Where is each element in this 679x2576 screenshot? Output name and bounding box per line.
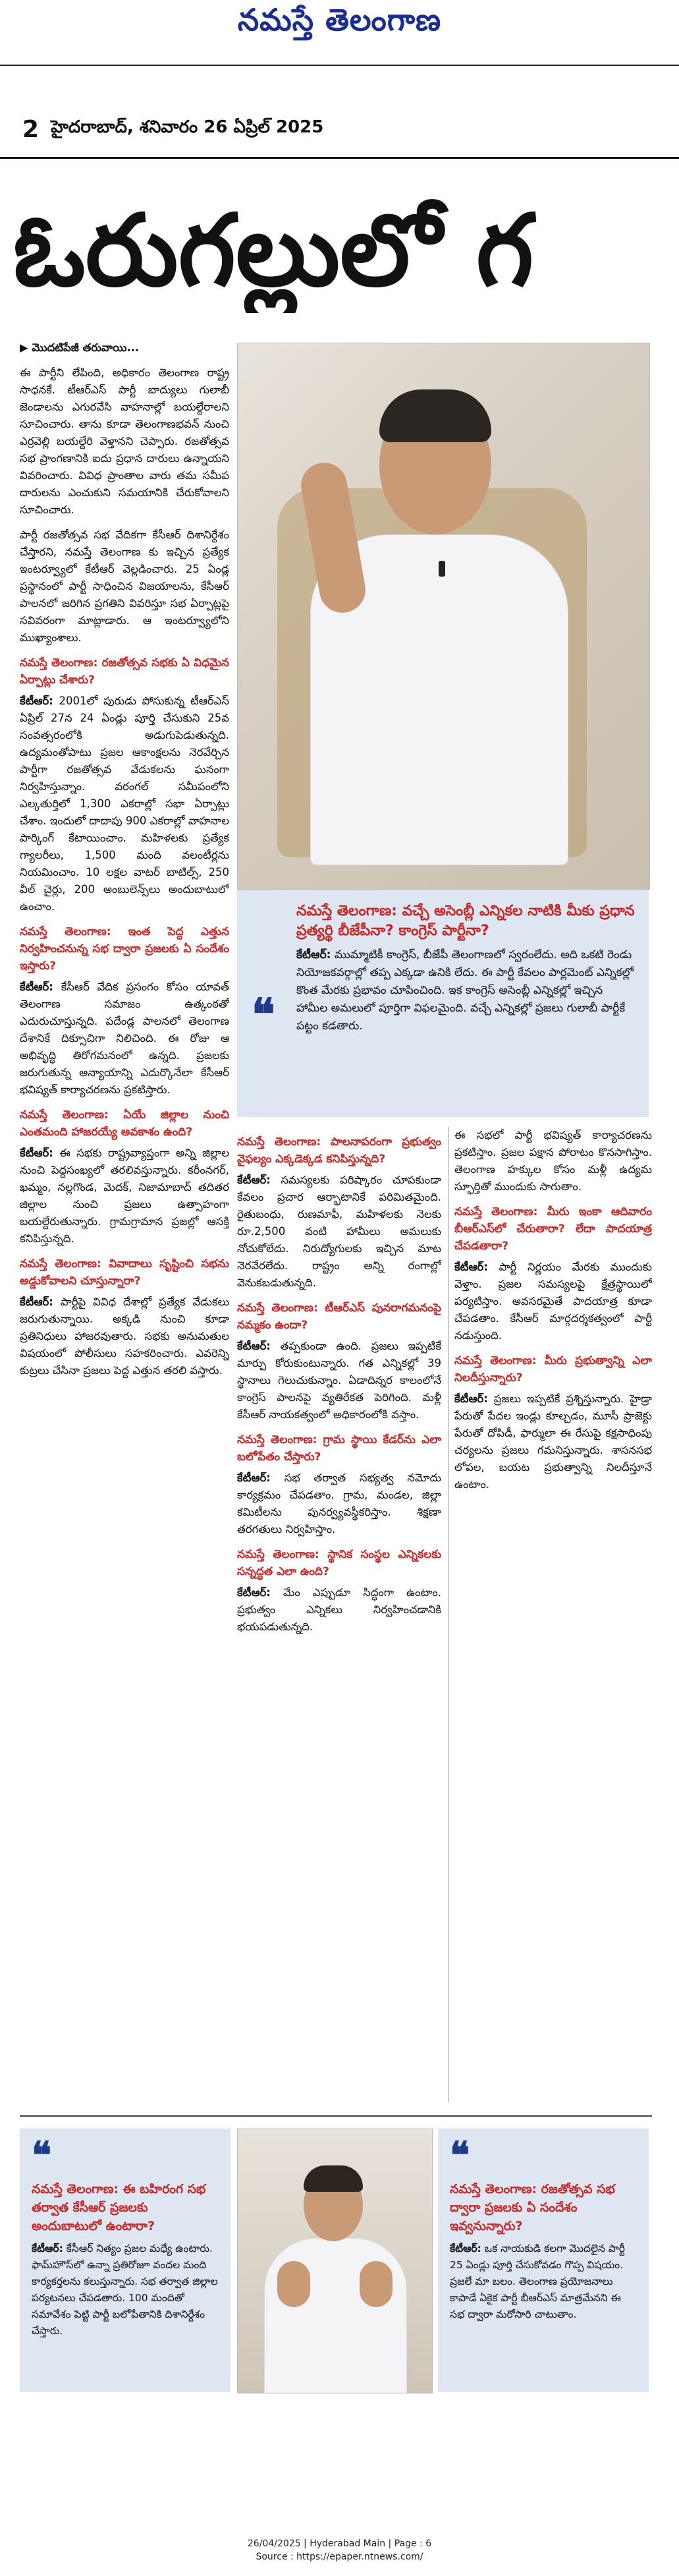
- interview-answer: [20, 693, 229, 915]
- hair-shape: [379, 389, 491, 442]
- page-number: 2: [22, 115, 40, 143]
- article-column-1: [20, 339, 229, 2119]
- interview-question: నమస్తే తెలంగాణ: స్థానిక సంస్థల ఎన్నికలకు సన్నద్ధత ఎలా ఉంది?: [237, 1548, 441, 1578]
- source-footer: [0, 2537, 679, 2563]
- masthead-rule: [0, 65, 679, 66]
- speaker-label: కేటీఆర్:: [450, 2243, 481, 2254]
- answer-text: సభ తర్వాత సభ్యత్వ నమోదు కార్యక్రమం చేపడతాం. గ్రామ, మండల, జిల్లా కమిటీలను పునర్వ్యవస్థీకరిస్తాం. శిక్షణా తరగతులు నిర్వహిస్తాం.: [237, 1472, 441, 1535]
- interview-question: నమస్తే తెలంగాణ: మీరు ప్రభుత్వాన్ని ఎలా నిలదీస్తున్నారు?: [454, 1354, 652, 1385]
- paragraph: ఈ పార్టీని లేపింది, అధికారం తెలంగాణ రాష్ట్ర సాధనకే. టీఆర్ఎస్ పార్టీ బాద్యులు గులాబీ జెండాలను ఎగురవేసి వాహనాల్లో బయల్దేరాలని సూచించారు. తాను కూడా తెలంగాణభవన్ నుంచి ఎర్రవెల్లి బయల్దేరి వెళ్తానని చెప్పారు. రజతోత్సవ సభ ప్రాంగణానికి ఐదు ప్రధాన దారులు ఉన్నాయని వివరించారు. వివిధ ప్రాంతాల వారు తమ సమీప దారులను ఎంచుకుని సమయానికి చేరుకోవాలని సూచించారు.: [20, 366, 229, 516]
- interview-question: నమస్తే తెలంగాణ: గ్రామ స్థాయి కేడర్‌ను ఎలా బలోపేతం చేస్తారు?: [237, 1433, 441, 1464]
- shirt-shape: [264, 2238, 407, 2393]
- speaker-label: కేటీఆర్:: [454, 1261, 488, 1273]
- intro-tag: ▶ మొదటిపేజీ తరువాయి...: [20, 341, 140, 354]
- secondary-photo: [237, 2129, 433, 2393]
- callout-question: నమస్తే తెలంగాణ: రజతోత్సవ సభ ద్వారా ప్రజలకు ఏ సందేశం ఇవ్వనున్నారు?: [450, 2182, 615, 2233]
- source-url[interactable]: Source : https://epaper.ntnews.com/: [256, 2552, 423, 2562]
- paragraph: పార్టీ రజతోత్సవ సభ వేదికగా కేసీఆర్ దిశానిర్దేశం చేస్తారని, నమస్తే తెలంగాణ కు ఇచ్చిన ప్రత్యేక ఇంటర్వ్యూలో కేటీఆర్ వెల్లడించారు. 25 ఏండ్ల ప్రస్థానంలో పార్టీ సాధించిన విజయాలను, కేసీఆర్ పాలనలో జరిగిన ప్రగతిని వివరిస్తూ సభ ఏర్పాట్లపై సవివరంగా మాట్లాడారు. ఆ ఇంటర్వ్యూలోని ముఖ్యాంశాలు.: [20, 529, 229, 644]
- speaker-label: కేటీఆర్:: [237, 1586, 271, 1599]
- interview-question: నమస్తే తెలంగాణ: వివాదాలు సృష్టించి సభను అడ్డుకోవాలని చూస్తున్నారా?: [20, 1257, 229, 1288]
- speaker-label: కేటీఆర్:: [237, 1174, 271, 1186]
- callout-answer: [296, 946, 636, 1035]
- speaker-label: కేటీఆర్:: [454, 1392, 488, 1405]
- answer-text: ముమ్మాటికీ కాంగ్రెస్, బీజేపీ తెలంగాణలో స్వరంలేదు. అది ఒకటి రెండు నియోజకవర్గాల్లో తప్ప ఎక్కడా ఉనికి లేదు. ఈ పార్టీ కేవలం పార్లమెంట్ ఎన్నికల్లో కొంత మేరకు ప్రభావం చూపించింది. ఇక కాంగ్రెస్ అసెంబ్లీ ఎన్నికల్లో ఇచ్చిన హామీల అమలులో పూర్తిగా విఫలమైంది. వచ్చే ఎన్నికల్లో ప్రజలు గులాబీ పార్టీకే పట్టం కడతారు.: [296, 948, 634, 1033]
- answer-text: మేం ఎప్పుడూ సిద్ధంగా ఉంటాం. ప్రభుత్వం ఎన్నికలు నిర్వహించడానికి భయపడుతున్నది.: [237, 1586, 441, 1633]
- speaker-label: కేటీఆర్:: [237, 1340, 271, 1352]
- hair-shape: [304, 2165, 363, 2192]
- callout-answer: [450, 2241, 637, 2323]
- interview-answer: [237, 1470, 441, 1538]
- interview-answer: [20, 979, 229, 1099]
- answer-text: ఈ సభకు రాష్ట్రవ్యాప్తంగా అన్ని జిల్లాల నుంచి పెద్దసంఖ్యలో తరలివస్తున్నారు. కరీంనగర్, ఖమ్మం, నల్లగొండ, మెదక్, నిజామాబాద్ తదితర జిల్లాల నుంచి ప్రజలు ఉత్సాహంగా బయల్దేరుతున్నారు. గ్రామగ్రామాన ప్రజల్లో ఆసక్తి కనిపిస్తున్నది.: [20, 1147, 229, 1245]
- answer-text: 2001లో పురుడు పోసుకున్న టీఆర్ఎస్ ఏప్రిల్ 27న 24 ఏండ్లు పూర్తి చేసుకుని 25వ సంవత్సరంలోకి అడుగుపెడుతున్నది. ఉద్యమంతోపాటు ప్రజల ఆకాంక్షలను నెరవేర్చిన పార్టీగా రజతోత్సవ వేడుకలను ఘనంగా నిర్వహిస్తున్నాం. వరంగల్ సమీపంలోని ఎల్కతుర్తిలో 1,300 ఎకరాల్లో సభా ఏర్పాట్లు చేశాం. ఇందులో దాదాపు 900 ఎకరాల్లో వాహనాల పార్కింగ్ కేటాయించాం. మహిళలకు ప్రత్యేక గ్యాలరీలు, 1,500 మంది వలంటీర్లను నియమించాం. 10 లక్షల వాటర్ బాటిల్స్, 250 వీల్ చైర్లు, 200 అంబులెన్స్‌లు అందుబాటులో ఉంచాం.: [20, 695, 229, 913]
- answer-text: ఒక నాయకుడి కలగా మొదలైన పార్టీ 25 ఏండ్లు పూర్తి చేసుకోవడం గొప్ప విషయం. ప్రజలే మా బలం. తెలంగాణ ప్రయోజనాలు కాపాడే ఏకైక పార్టీ బీఆర్ఎస్ మాత్రమేనని ఈ సభ ద్వారా మరోసారి చాటుతాం.: [450, 2243, 625, 2320]
- callout-box: [237, 890, 649, 1117]
- speaker-label: కేటీఆర్:: [20, 1147, 53, 1159]
- mic-icon: [439, 561, 445, 577]
- interview-answer: [454, 1259, 652, 1344]
- interview-answer: [454, 1390, 652, 1493]
- speaker-label: కేటీఆర్:: [20, 695, 53, 707]
- article-column-2: [237, 1127, 441, 2115]
- interview-question: నమస్తే తెలంగాణ: ఏయే జిల్లాల నుంచి ఎంతమంది హాజరయ్యే అవకాశం ఉంది?: [20, 1108, 229, 1139]
- edition-line: 26/04/2025 | Hyderabad Main | Page : 6: [247, 2538, 432, 2549]
- callout-question: నమస్తే తెలంగాణ: ఈ బహిరంగ సభ తర్వాత కేసీఆర్ ప్రజలకు అందుబాటులో ఉంటారా?: [32, 2182, 206, 2233]
- speaker-label: కేటీఆర్:: [237, 1472, 271, 1484]
- interview-question: నమస్తే తెలంగాణ: రజతోత్సవ సభకు ఏ విధమైన ఏర్పాట్లు చేశారు?: [20, 656, 229, 687]
- paragraph: ఈ సభలో పార్టీ భవిష్యత్ కార్యాచరణను ప్రకటిస్తాం. ప్రజల పక్షాన పోరాటం కొనసాగిస్తాం. తెలంగాణ హక్కుల కోసం మళ్లీ ఉద్యమ స్ఫూర్తితో ముందుకు సాగుతాం.: [454, 1129, 652, 1193]
- article-column-3: [454, 1127, 652, 2115]
- interview-question: నమస్తే తెలంగాణ: మీరు ఇంకా ఆదివారం బీఆర్ఎస్‌లో చేరుతారా? లేదా పాదయాత్ర చేపడతారా?: [454, 1205, 652, 1253]
- hand-shape: [277, 2261, 310, 2307]
- masthead: [0, 0, 679, 63]
- interview-question: నమస్తే తెలంగాణ: టీఆర్ఎస్ పునరాగమనంపై నమ్మకం ఉందా?: [237, 1302, 441, 1332]
- headline: ఓరుగల్లులో గ: [13, 192, 534, 308]
- speaker-label: కేటీఆర్:: [296, 948, 331, 961]
- dateline: [22, 115, 323, 144]
- quote-mark-icon: ❝: [252, 988, 275, 1040]
- interview-answer: [20, 1145, 229, 1247]
- interview-answer: [237, 1338, 441, 1423]
- answer-text: తప్పకుండా ఉంది. ప్రజలు ఇప్పటికే మార్పు కోరుకుంటున్నారు. గత ఎన్నికల్లో 39 స్థానాలు గెలుచుకున్నాం. ఏడాదిన్నర కాలంలోనే కాంగ్రెస్ పాలనపై వ్యతిరేకత పెరిగింది. మళ్లీ కేసీఆర్ నాయకత్వంలో అధికారంలోకి వస్తాం.: [237, 1340, 441, 1421]
- answer-text: ప్రజలు ఇప్పటికే ప్రశ్నిస్తున్నారు. హైడ్రా పేరుతో పేదల ఇండ్లు కూల్చడం, మూసీ ప్రాజెక్టు పేరుతో దోపిడీ, ఫార్ములా ఈ రేసుపై కక్షసాధింపు చర్యలను ప్రజలు గమనిస్తున్నారు. శాసనసభ లోపల, బయట ప్రభుత్వాన్ని నిలదీస్తూనే ఉంటాం.: [454, 1392, 652, 1491]
- answer-text: కేసీఆర్ నిత్యం ప్రజల మధ్యే ఉంటారు. ఫామ్‌హౌస్‌లో ఉన్నా ప్రతిరోజూ వందల మంది కార్యకర్తలను కలుస్తున్నారు. సభ తర్వాత జిల్లాల పర్యటనలు చేపడతారు. 100 మందితో సమావేశం పెట్టి పార్టీ బలోపేతానికి దిశానిర్దేశం చేస్తారు.: [32, 2243, 218, 2337]
- callout-box-right: [438, 2129, 649, 2392]
- section-rule: [20, 2115, 652, 2117]
- answer-text: కేసీఆర్ వేదిక ప్రసంగం కోసం యావత్ తెలంగాణ సమాజం ఉత్కంఠతో ఎదురుచూస్తున్నది. పదేండ్ల పాలనలో తెలంగాణ దేశానికే దిక్సూచిగా నిలిచింది. ఈ రోజు ఆ అభివృద్ధి తిరోగమనంలో ఉన్నది. ప్రజలకు జరుగుతున్న అన్యాయాన్ని ఎదుర్కొనేలా కేసీఆర్ భవిష్యత్ కార్యాచరణను ప్రకటిస్తారు.: [20, 981, 229, 1096]
- interview-answer: [237, 1584, 441, 1636]
- callout-answer: [32, 2241, 219, 2339]
- interview-question: నమస్తే తెలంగాణ: పాలనాపరంగా ప్రభుత్వం వైఫల్యం ఎక్కడెక్కడ కనిపిస్తున్నది?: [237, 1135, 441, 1166]
- interview-question: నమస్తే తెలంగాణ: ఇంత పెద్ద ఎత్తున నిర్వహించనున్న సభ ద్వారా ప్రజలకు ఏ సందేశం ఇస్తారు?: [20, 925, 229, 973]
- speaker-label: కేటీఆర్:: [20, 981, 53, 993]
- callout-question: నమస్తే తెలంగాణ: వచ్చే అసెంబ్లీ ఎన్నికల నాటికి మీకు ప్రధాన ప్రత్యర్థి బీజేపీనా? కాంగ్రెస్ పార్టీనా?: [296, 903, 635, 939]
- newspaper-logo: నమస్తే తెలంగాణ: [237, 2, 442, 38]
- dateline-rule: [0, 157, 679, 159]
- answer-text: పార్టీపై వివిధ దేశాల్లో ప్రత్యేక వేడుకలు జరుగుతున్నాయి. అక్కడి నుంచి కూడా ప్రతినిధులు హాజరవుతారు. సభకు అనుమతుల విషయంలో పోలీసులు సహకరించారు. ఎవరెన్ని కుట్రలు చేసినా ప్రజలు పెద్ద ఎత్తున తరలి వస్తారు.: [20, 1296, 229, 1377]
- answer-text: సమస్యలకు పరిష్కారం చూపకుండా కేవలం ప్రచార ఆర్భాటానికే పరిమితమైంది. రైతుబంధు, రుణమాఫీ, మహిళలకు నెలకు రూ.2,500 వంటి హామీలు అమలుకు నోచుకోలేదు. నిరుద్యోగులకు ఇచ్చిన మాట నెరవేరలేదు. రాష్ట్రం అన్ని రంగాల్లో వెనుకబడుతున్నది.: [237, 1174, 441, 1289]
- interview-answer: [237, 1172, 441, 1292]
- answer-text: పార్టీ నిర్ణయం మేరకు ముందుకు వెళ్తాం. ప్రజల సమస్యలపై క్షేత్రస్థాయిలో పర్యటిస్తాం. అవసరమైతే పాదయాత్ర కూడా చేపడతాం. కేసీఆర్ మార్గదర్శకత్వంలో పార్టీ నడుస్తుంది.: [454, 1261, 652, 1342]
- quote-mark-icon: ❝: [450, 2134, 470, 2177]
- main-photo: [237, 343, 650, 890]
- quote-mark-icon: ❝: [32, 2134, 52, 2177]
- date-text: హైదరాబాద్, శనివారం 26 ఏప్రిల్ 2025: [51, 117, 324, 137]
- speaker-label: కేటీఆర్:: [20, 1296, 53, 1308]
- interview-answer: [20, 1294, 229, 1379]
- speaker-label: కేటీఆర్:: [32, 2243, 63, 2254]
- hand-shape: [360, 2261, 393, 2307]
- callout-box-left: [20, 2129, 231, 2392]
